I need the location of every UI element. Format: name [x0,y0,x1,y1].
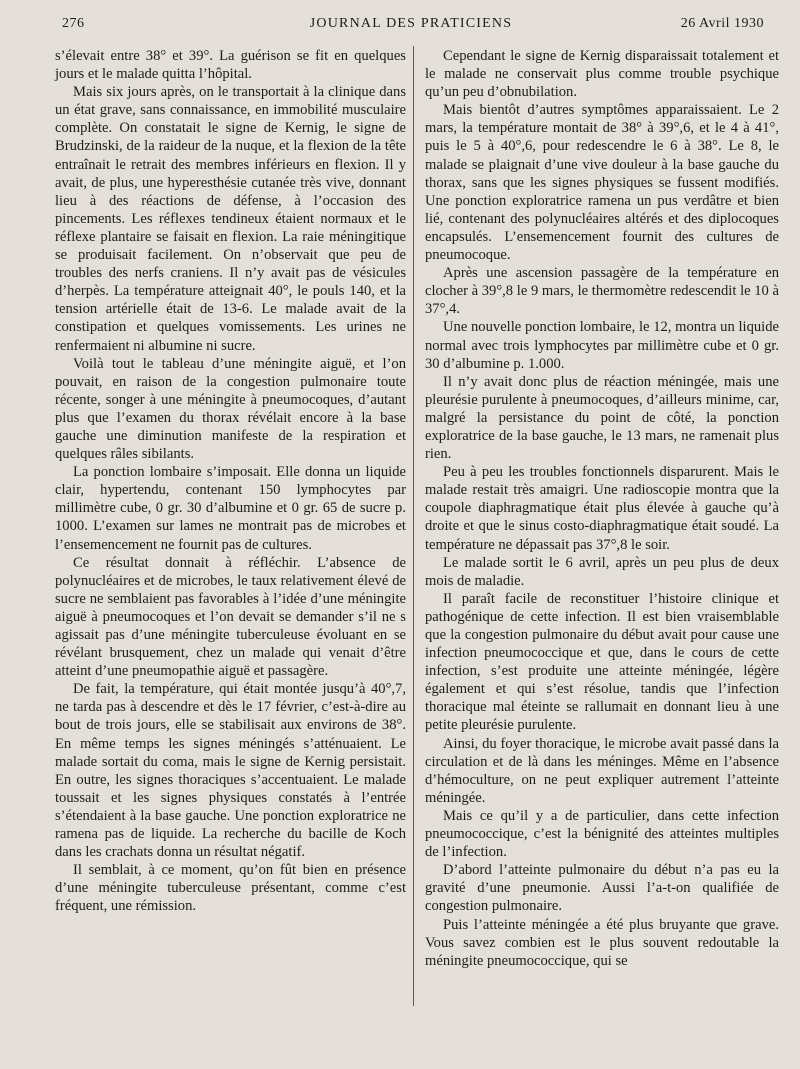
paragraph: Voilà tout le tableau d’une méningite aiguë, et l’on pouvait, en raison de la congestion pulmonaire toute récente, songer à une méningite à pneumocoques, d’autant plus que l’examen du thorax révélait encore à la base gauche une diminution manifeste de la respiration et quelques râles sibilants. [55,355,406,463]
paragraph: D’abord l’atteinte pulmonaire du début n’a pas eu la gravité d’une pneumonie. Aussi l’a-t-on qualifiée de congestion pulmonaire. [425,862,779,915]
running-header [58,14,764,36]
page-number: 276 [62,16,85,31]
paragraph: Mais six jours après, on le transportait à la clinique dans un état grave, sans connaissance, en immobilité musculaire complète. On constatait le signe de Kernig, le signe de Brudzinski, de la raideur de la nuque, et la flexion de la tête entraînait le retrait des membres inférieurs en flexion. Il y avait, de plus, une hyperesthésie cutanée très vive, donnant lieu à des réactions de défense, à l’occasion des pincements. Les réflexes tendineux étaient normaux et le réflexe plantaire se faisait en flexion. La raie méningitique se produisait facilement. On n’observait que peu de troubles des nerfs craniens. Il n’y avait pas de vésicules d’herpès. La température atteignait 40°, le pouls 140, et la tension artérielle était de 13-6. Le malade avait de la constipation et quelques vomissements. Les urines ne renfermaient ni albumine ni sucre. [55,84,406,354]
paragraph: De fait, la température, qui était montée jusqu’à 40°,7, ne tarda pas à descendre et dès le 17 février, c’est-à-dire au bout de trois jours, elle se stabilisait aux environs de 38°. En même temps les signes méningés s’atténuaient. Le malade sortait du coma, mais le signe de Kernig persistait. En outre, les signes thoraciques s’accentuaient. Le malade toussait et les signes physiques constatés à l’entrée s’étendaient à la base gauche. Une ponction exploratrice ne ramena pas de liquide. La recherche du bacille de Koch dans les crachats donna un résultat négatif. [55,681,406,861]
paragraph: Ainsi, du foyer thoracique, le microbe avait passé dans la circulation et de là dans les méninges. Même en l’absence d’hémoculture, on ne peut expliquer autrement l’atteinte méningée. [425,735,779,806]
paragraph: Peu à peu les troubles fonctionnels disparurent. Mais le malade restait très amaigri. Une radioscopie montra que la coupole diaphragmatique était plus élevée à gauche qu’à droite et que le sinus costo-diaphragmatique était soudé. La température ne dépassait pas 37°,8 le soir. [425,464,779,553]
paragraph: Il paraît facile de reconstituer l’histoire clinique et pathogénique de cette infection. Il est bien vraisemblable que la congestion pulmonaire du début avait pour cause une infection pneumococcique et que, dans le cours de cette infection, s’est produite une atteinte méningée, légère également et qui s’est résolue, tandis que l’infection thoracique mal éteinte se rallumait en donnant lieu à une petite pleurésie purulente. [425,590,779,734]
journal-title: JOURNAL DES PRATICIENS [309,16,513,31]
paragraph: Une nouvelle ponction lombaire, le 12, montra un liquide normal avec trois lymphocytes par millimètre cube et 0 gr. 30 d’albumine p. 1.000. [425,319,779,372]
column-divider [413,46,414,1006]
paragraph: La ponction lombaire s’imposait. Elle donna un liquide clair, hypertendu, contenant 150 lymphocytes par millimètre cube, 0 gr. 30 d’albumine et 0 gr. 65 de sucre p. 1000. L’examen sur lames ne montrait pas de microbes et l’ensemencement ne fournit pas de cultures. [55,464,406,553]
paragraph: Puis l’atteinte méningée a été plus bruyante que grave. Vous savez combien est le plus souvent redoutable la méningite pneumococcique, qui se [425,916,779,969]
paragraph: Il n’y avait donc plus de réaction méningée, mais une pleurésie purulente à pneumocoques, d’ailleurs minime, car, malgré la persistance du point de côté, la ponction exploratrice de la base gauche, le 13 mars, ne ramenait plus rien. [425,373,779,463]
right-text-column [425,47,779,970]
paragraph: s’élevait entre 38° et 39°. La guérison se fit en quelques jours et le malade quitta l’hôpital. [55,48,406,83]
paragraph: Il semblait, à ce moment, qu’on fût bien en présence d’une méningite tuberculeuse présentant, comme c’est fréquent, une rémission. [55,862,406,915]
paragraph: Ce résultat donnait à réfléchir. L’absence de polynucléaires et de microbes, le taux relativement élevé de sucre ne semblaient pas favorables à l’idée d’une méningite aiguë à pneumocoques et l’on devait se demander s’il ne s agissait pas d’une méningite tuberculeuse évoluant en se révélant brusquement, chez un malade qui venait d’être atteint d’une pneumopathie aiguë et passagère. [55,554,406,680]
paragraph: Mais bientôt d’autres symptômes apparaissaient. Le 2 mars, la température montait de 38° à 39°,6, et le 4 à 41°, puis le 5 à 40°,6, pour redescendre le 6 à 38°. Le 8, le malade se plaignait d’une vive douleur à la base gauche du thorax, sans que les signes physiques se fussent modifiés. Une ponction exploratrice ramena un pus verdâtre et bien lié, contenant des polynucléaires altérés et des diplocoques encapsulés. L’ensemencement fournit des cultures de pneumocoque. [425,102,779,264]
paragraph: Mais ce qu’il y a de particulier, dans cette infection pneumococcique, c’est la bénignité des atteintes multiples de l’infection. [425,807,779,861]
paragraph: Cependant le signe de Kernig disparaissait totalement et le malade ne conservait plus comme trouble psychique qu’un peu d’obnubilation. [425,48,779,101]
left-text-column [55,47,406,916]
issue-date: 26 Avril 1930 [680,16,764,31]
paragraph: Après une ascension passagère de la température en clocher à 39°,8 le 9 mars, le thermomètre redescendit le 10 à 37°,4. [425,265,779,318]
paragraph: Le malade sortit le 6 avril, après un peu plus de deux mois de maladie. [425,554,779,589]
